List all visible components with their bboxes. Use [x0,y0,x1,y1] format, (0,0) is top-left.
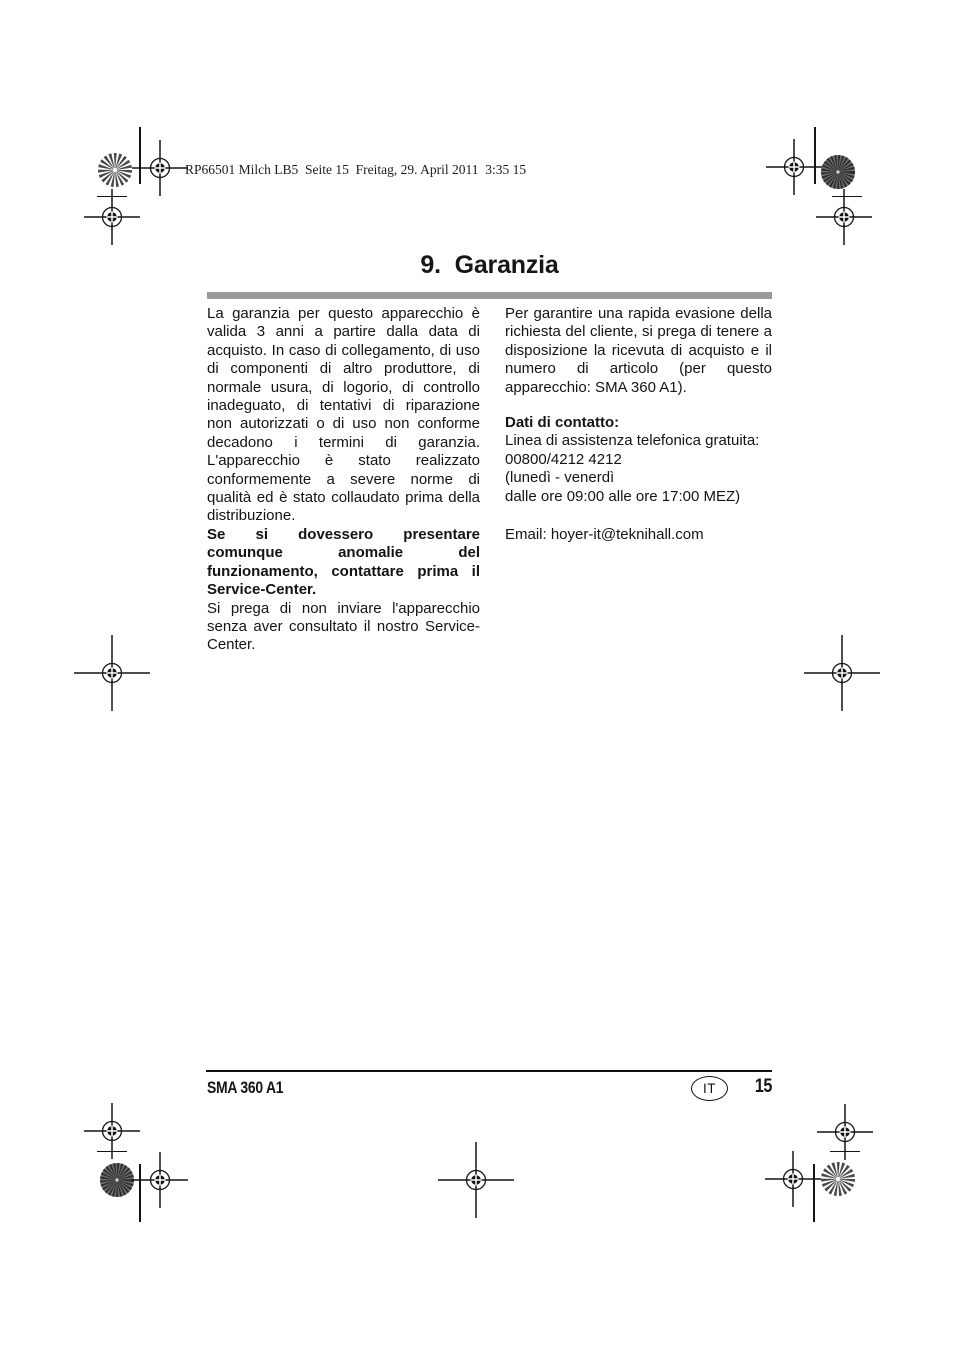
contact-heading: Dati di contatto: [505,414,620,432]
language-badge [691,1076,728,1101]
registration-target-icon [765,1151,821,1207]
page-number: 15 [754,1076,772,1097]
warranty-paragraph: La garanzia per questo apparecchio è valida 3 anni a partire dalla data di acquisto. In caso di collegamento, di uso di componenti di altro produttore, di normale usura, di logorio, di controllo inadeguato, di tentativi di riparazione non autorizzati o di uso non conforme decadono i termini di garanzia. L'apparecchio è stato realizzato conformemente a severe norme di qualità ed è stato collaudato prima della distribuzione. [207,305,480,525]
body-columns [207,305,772,655]
service-hours-line2: dalle ore 09:00 alle ore 17:00 MEZ) [505,487,741,505]
hotline-label: Linea di assistenza telefonica gratuita: [505,432,760,450]
registration-target-icon [438,1142,514,1218]
color-control-star-icon [98,153,132,187]
fold-line [97,1151,127,1152]
column-left [207,305,480,655]
footer-rule [206,1070,772,1072]
title-rule [207,292,772,299]
color-control-star-icon [821,1162,855,1196]
claim-handling-paragraph: Per garantire una rapida evasione della richiesta del cliente, si prega di tenere a disposizione la ricevuta di acquisto e il numero di articolo (per questo apparecchio: SMA 360 A1). [505,305,772,396]
color-control-star-icon [100,1163,134,1197]
registration-target-icon [132,1152,188,1208]
print-slug-line: RP66501 Milch LB5 Seite 15 Freitag, 29. April 2011 3:35 15 [185,162,527,177]
warranty-notice-bold: Se si dovessero presentare comunque anomalie del funzionamento, contattare prima il Service-Center. [207,525,480,599]
fold-line [830,1151,860,1152]
registration-target-icon [74,635,150,711]
color-control-star-icon [821,155,855,189]
column-right [505,305,772,655]
section-title: 9. Garanzia [420,251,559,279]
service-center-note: Si prega di non inviare l'apparecchio senza aver consultato il nostro Service-Center. [207,599,480,654]
support-email: Email: hoyer-it@teknihall.com [505,526,704,544]
crop-line [814,127,816,184]
hotline-number: 00800/4212 4212 [505,450,622,468]
model-number: SMA 360 A1 [207,1078,284,1097]
registration-target-icon [816,189,872,245]
service-hours-line1: (lunedì - venerdì [505,469,615,487]
registration-target-icon [804,635,880,711]
registration-target-icon [84,189,140,245]
language-badge-label: IT [703,1081,716,1096]
registration-target-icon [132,140,188,196]
